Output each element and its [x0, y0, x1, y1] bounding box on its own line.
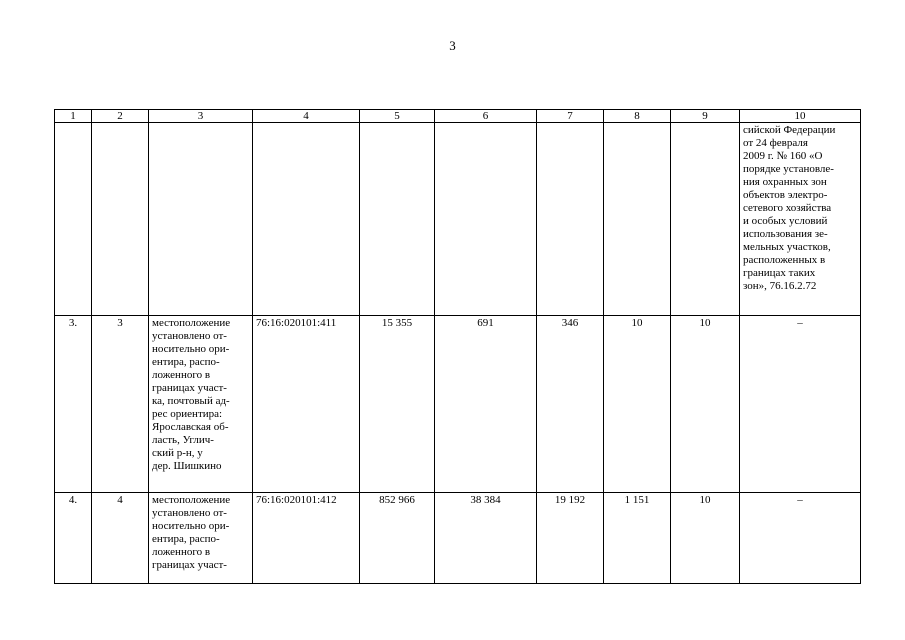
table-cell-basis: сийской Федерации от 24 февраля 2009 г. № 160 «О порядке установле- ния охранных зон объектов электро- сетевого хозяйства и особых условий использования зе- мельных участков, расположенных в границах таких зон», 76.16.2.72: [740, 123, 861, 316]
table-cell: 10: [671, 493, 740, 584]
table-cell: –: [740, 316, 861, 493]
table-cell-number: 4.: [55, 493, 92, 584]
table-cell-location: местоположение установлено от- носительно ори- ентира, распо- ложенного в границах участ- ка, почтовый ад- рес ориентира: Ярославская об- ласть, Углич- ский р-н, у дер. Шишкино: [149, 316, 253, 493]
column-header: 10: [740, 110, 861, 123]
table-cell: [253, 123, 360, 316]
table-cell: [360, 123, 435, 316]
table-cell-location: местоположение установлено от- носительно ори- ентира, распо- ложенного в границах участ-: [149, 493, 253, 584]
page-number: 3: [449, 38, 456, 53]
table-cell: –: [740, 493, 861, 584]
table-cell: 346: [537, 316, 604, 493]
column-header: 2: [92, 110, 149, 123]
table-cell: [671, 123, 740, 316]
table-cell-number: 3.: [55, 316, 92, 493]
table-cell: [537, 123, 604, 316]
column-header: 5: [360, 110, 435, 123]
table-cell: [435, 123, 537, 316]
column-header: 7: [537, 110, 604, 123]
table-cell: 3: [92, 316, 149, 493]
table-row: [55, 316, 861, 493]
table-cell-cadastral-number: 76:16:020101:412: [253, 493, 360, 584]
table-cell: 1 151: [604, 493, 671, 584]
land-plots-table: [54, 109, 861, 584]
table-cell: 4: [92, 493, 149, 584]
column-header: 3: [149, 110, 253, 123]
table-row: [55, 493, 861, 584]
table-cell: [149, 123, 253, 316]
table-header-row: [55, 110, 861, 123]
table-cell-cadastral-number: 76:16:020101:411: [253, 316, 360, 493]
table-cell: [92, 123, 149, 316]
table-cell: 10: [604, 316, 671, 493]
table-cell: 10: [671, 316, 740, 493]
table-cell: 852 966: [360, 493, 435, 584]
table-cell: 691: [435, 316, 537, 493]
column-header: 4: [253, 110, 360, 123]
column-header: 8: [604, 110, 671, 123]
column-header: 1: [55, 110, 92, 123]
column-header: 9: [671, 110, 740, 123]
table-cell: [55, 123, 92, 316]
table-cell: 38 384: [435, 493, 537, 584]
table-cell: [604, 123, 671, 316]
column-header: 6: [435, 110, 537, 123]
table-row: [55, 123, 861, 316]
table-cell: 15 355: [360, 316, 435, 493]
table-cell: 19 192: [537, 493, 604, 584]
